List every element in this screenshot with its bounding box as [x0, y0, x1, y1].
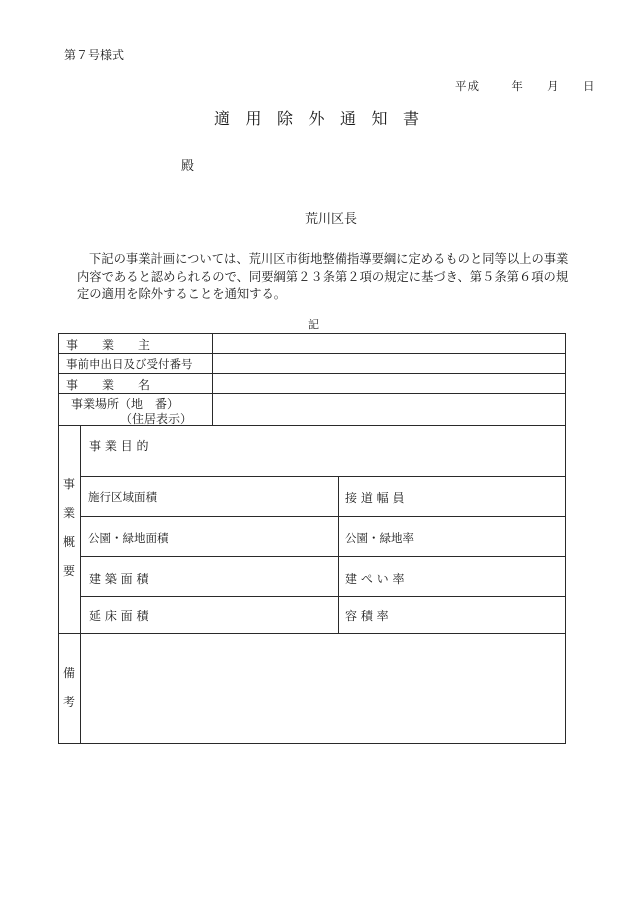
issuer: 荒川区長: [305, 212, 358, 227]
date-era: 平成: [455, 79, 480, 93]
date-month-label: 月: [547, 79, 560, 93]
table-rule: [58, 393, 566, 394]
table-border-right: [565, 333, 566, 744]
table-rule: [80, 596, 566, 597]
ki-heading: 記: [308, 318, 319, 331]
date-year-label: 年: [511, 79, 524, 93]
label-park-area: 公園・緑地面積: [88, 531, 169, 545]
remarks-char: 備考: [62, 666, 75, 709]
table-rule: [58, 353, 566, 354]
label-site-area: 施行区域面積: [88, 490, 157, 504]
addressee-suffix: 殿: [181, 159, 195, 174]
date-day-label: 日: [582, 79, 596, 93]
label-floor-area-ratio: 容 積 率: [345, 609, 389, 623]
label-purpose: 事 業 目 的: [89, 439, 149, 453]
table-border-bottom: [58, 743, 566, 744]
label-business-owner: 事 業 主: [66, 338, 151, 352]
label-address-display: （住居表示）: [120, 412, 193, 426]
body-text: 下記の事業計画については、荒川区市街地整備指導要綱に定めるものと同等以上の事業内容であると認められるので、同要綱第２３条第２項の規定に基づき、第５条第６項の規定の適用を除外することを通知する。: [77, 252, 569, 301]
label-floor-area: 延 床 面 積: [89, 609, 149, 623]
table-rule: [212, 333, 213, 425]
table-rule: [338, 476, 339, 633]
summary-char: 事業概要: [62, 477, 75, 578]
label-location: 事業場所（地 番）: [71, 397, 180, 411]
document-title: 適用除外通知書: [214, 109, 435, 128]
label-application-date: 事前申出日及び受付番号: [66, 357, 193, 371]
table-rule: [80, 425, 81, 744]
label-building-area: 建 築 面 積: [89, 572, 149, 586]
table-rule: [80, 516, 566, 517]
table-border-left: [58, 333, 59, 744]
label-remarks: [61, 659, 77, 717]
label-park-ratio: 公園・緑地率: [345, 531, 414, 545]
label-road-width: 接 道 幅 員: [345, 491, 405, 505]
form-number: 第７号様式: [64, 48, 125, 62]
date-line: [455, 78, 595, 94]
table-border-top: [58, 333, 566, 334]
table-rule: [80, 556, 566, 557]
table-rule: [58, 633, 566, 634]
table-rule: [80, 476, 566, 477]
table-rule: [58, 373, 566, 374]
label-business-summary: [61, 470, 77, 586]
label-business-name: 事 業 名: [66, 378, 151, 392]
label-coverage-ratio: 建 ぺ い 率: [345, 572, 405, 586]
